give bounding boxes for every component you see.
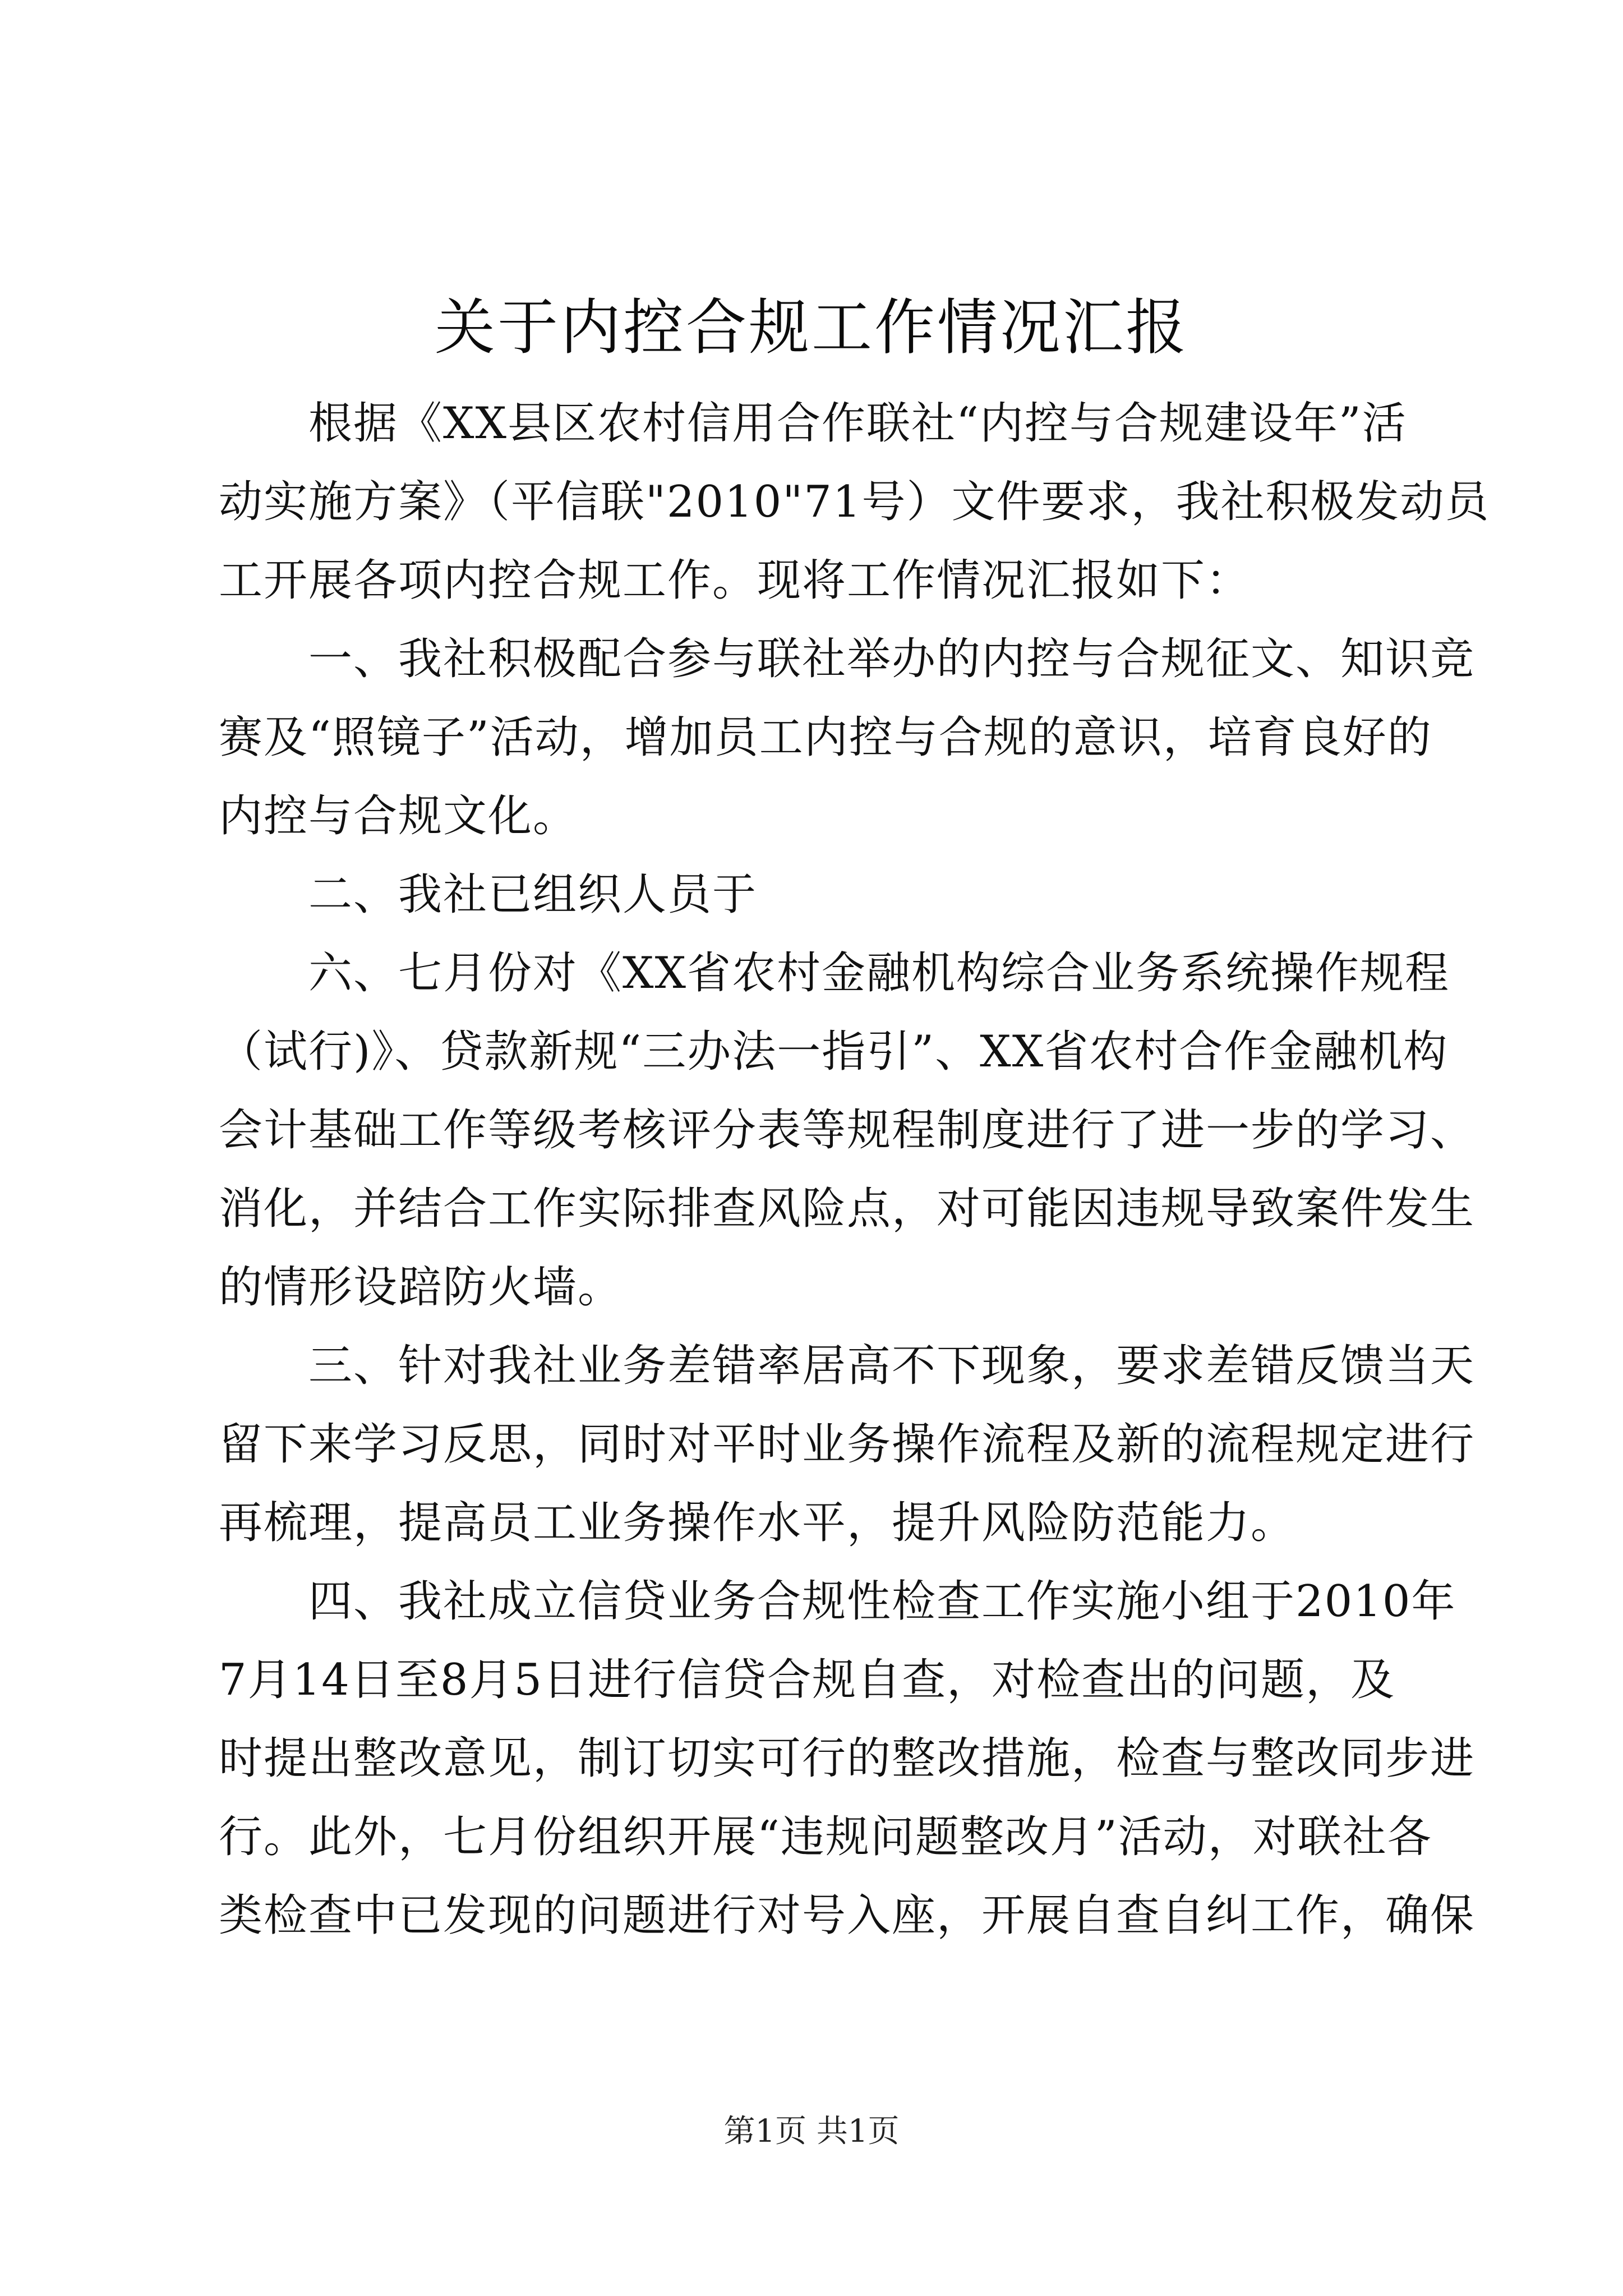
body-line: 消化，并结合工作实际排查风险点，对可能因违规导致案件发生 xyxy=(219,1184,1476,1234)
body-line: 动实施方案》（平信联"2010"71号）文件要求，我社积极发动员 xyxy=(219,477,1490,527)
body-line: 三、针对我社业务差错率居高不下现象，要求差错反馈当天 xyxy=(219,1341,1476,1391)
page-number-footer: 第1页 共1页 xyxy=(723,2113,900,2150)
body-line: 内控与合规文化。 xyxy=(219,791,578,841)
body-line: 7月14日至8月5日进行信贷合规自查，对检查出的问题，及 xyxy=(219,1655,1396,1705)
body-line: 留下来学习反思，同时对平时业务操作流程及新的流程规定进行 xyxy=(219,1419,1476,1470)
body-line: （试行)》、贷款新规“三办法一指引”、XX省农村合作金融机构 xyxy=(219,1027,1449,1077)
document-title: 关于内控合规工作情况汇报 xyxy=(434,293,1188,363)
body-line: 四、我社成立信贷业务合规性检查工作实施小组于2010年 xyxy=(219,1576,1456,1627)
body-line: 行。此外，七月份组织开展“违规问题整改月”活动，对联社各 xyxy=(219,1812,1432,1862)
body-line: 赛及“照镜子”活动，增加员工内控与合规的意识，培育良好的 xyxy=(219,712,1432,763)
body-line: 再梳理，提高员工业务操作水平，提升风险防范能力。 xyxy=(219,1498,1296,1548)
body-line: 一、我社积极配合参与联社举办的内控与合规征文、知识竞 xyxy=(219,634,1476,684)
body-line: 二、我社已组织人员于 xyxy=(219,869,758,920)
body-line: 类检查中已发现的问题进行对号入座，开展自查自纠工作，确保 xyxy=(219,1890,1476,1941)
body-line: 根据《XX县区农村信用合作联社“内控与合规建设年”活 xyxy=(219,398,1407,449)
body-line: 工开展各项内控合规工作。现将工作情况汇报如下： xyxy=(219,555,1251,606)
body-line: 的情形设踣防火墙。 xyxy=(219,1262,623,1313)
body-line: 六、七月份对《XX省农村金融机构综合业务系统操作规程 xyxy=(219,948,1450,999)
body-line: 时提出整改意见，制订切实可行的整改措施，检查与整改同步进 xyxy=(219,1733,1476,1784)
body-line: 会计基础工作等级考核评分表等规程制度进行了进一步的学习、 xyxy=(219,1105,1476,1156)
